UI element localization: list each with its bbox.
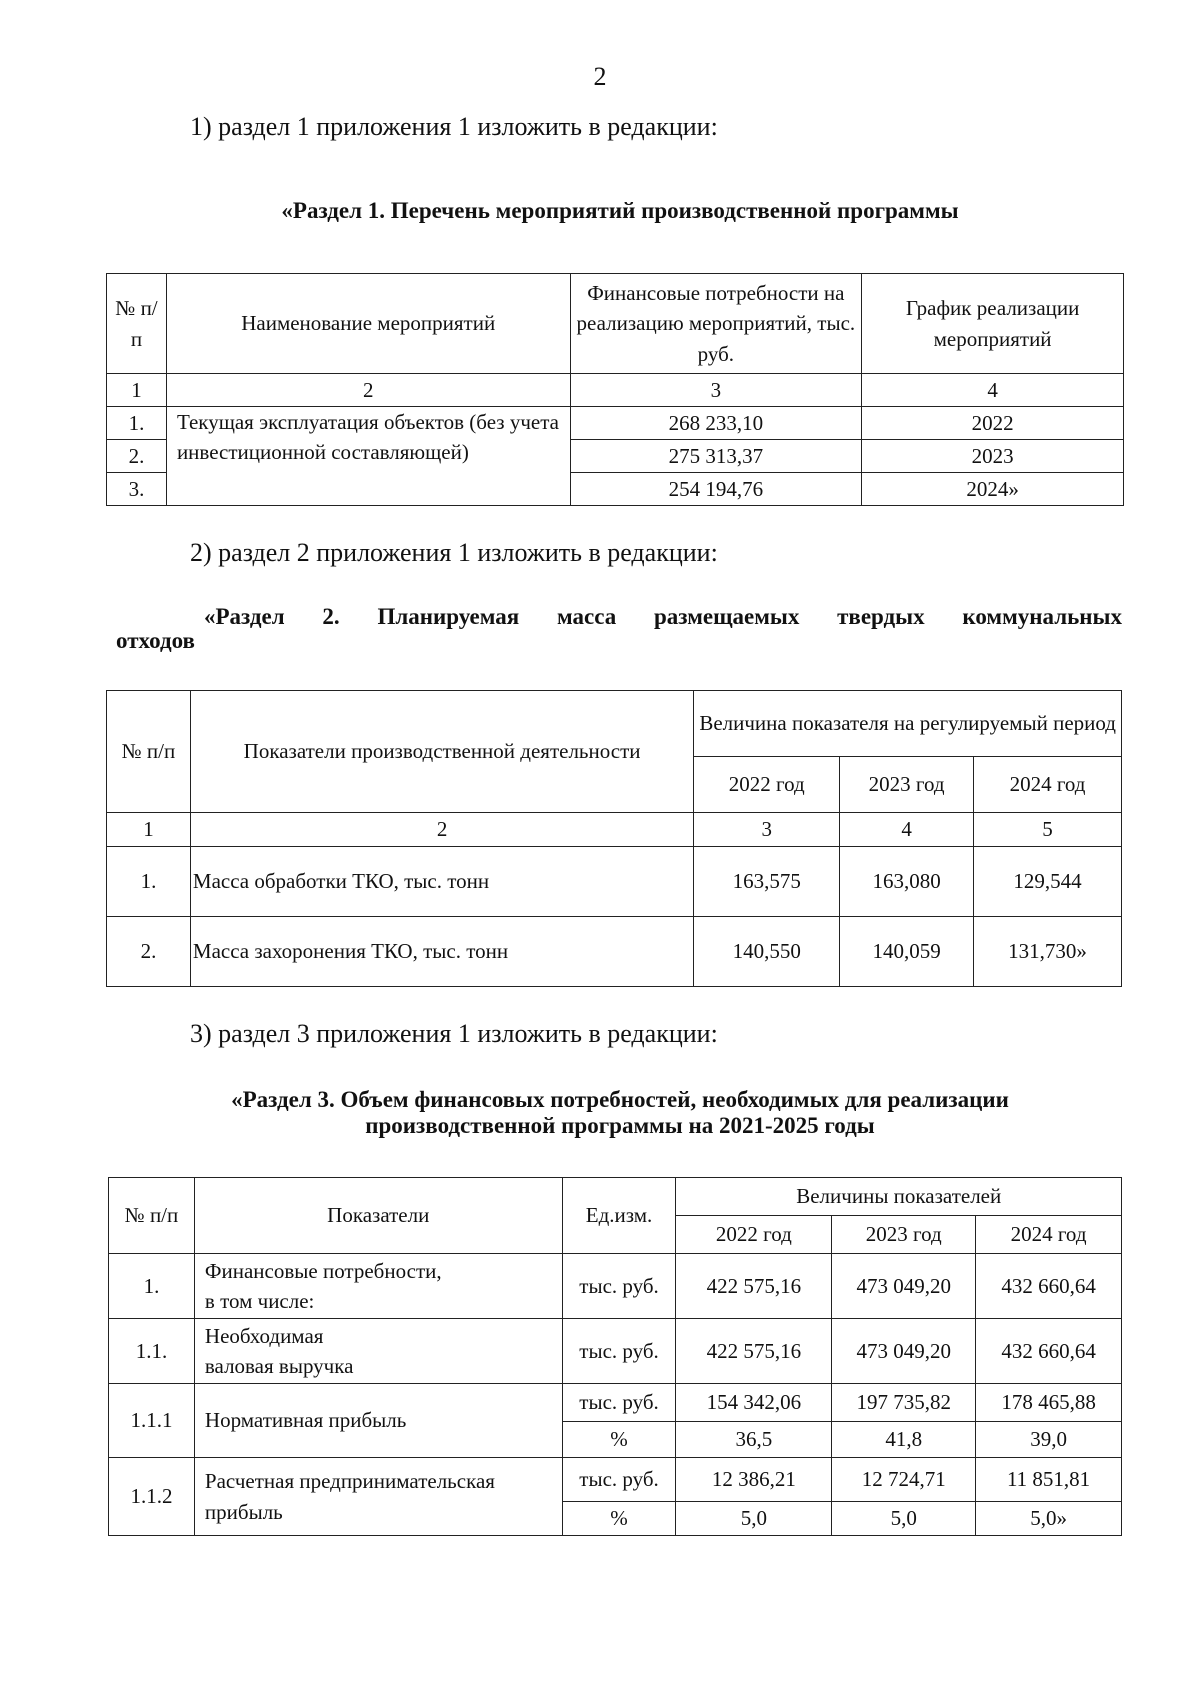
s2-row-value: 163,575 (694, 847, 840, 917)
s3-header-unit: Ед.изм. (562, 1178, 676, 1254)
s1-row-year: 2024» (862, 473, 1124, 506)
s2-row-name: Масса захоронения ТКО, тыс. тонн (190, 917, 693, 987)
s3-row-unit: тыс. руб. (562, 1319, 676, 1384)
s3-row-value: 39,0 (976, 1422, 1122, 1458)
page-number: 2 (593, 62, 607, 91)
s3-row-unit: тыс. руб. (562, 1384, 676, 1422)
s2-row-num: 2. (107, 917, 191, 987)
s1-row-year: 2022 (862, 407, 1124, 440)
s2-colnum-1: 1 (107, 813, 191, 847)
s1-header-num: № п/п (107, 274, 167, 374)
section1-title: «Раздел 1. Перечень мероприятий производственной программы (281, 198, 959, 223)
s1-colnum-1: 1 (107, 374, 167, 407)
s1-colnum-2: 2 (166, 374, 570, 407)
s3-row-value: 178 465,88 (976, 1384, 1122, 1422)
s3-row-value: 12 386,21 (676, 1458, 832, 1502)
s3-row-name-line2: в том числе: (204, 1289, 315, 1313)
s3-row-num: 1.1.2 (109, 1458, 195, 1536)
s2-header-indicator: Показатели производственной деятельности (190, 691, 693, 813)
s3-row-name (194, 1254, 562, 1319)
s3-header-value-group: Величины показателей (676, 1178, 1122, 1216)
s1-header-schedule: График реализации мероприятий (862, 274, 1124, 374)
s3-row-value: 5,0 (676, 1502, 832, 1536)
s3-row-unit: тыс. руб. (562, 1458, 676, 1502)
s1-row-num: 3. (107, 473, 167, 506)
s2-header-value-group: Величина показателя на регулируемый период (694, 691, 1122, 757)
s1-row-finance: 268 233,10 (570, 407, 862, 440)
s3-row-value: 36,5 (676, 1422, 832, 1458)
s3-row-name-line1: Необходимая (204, 1323, 324, 1348)
s3-row-num: 1.1. (109, 1319, 195, 1384)
s2-row-value: 140,550 (694, 917, 840, 987)
s1-colnum-4: 4 (862, 374, 1124, 407)
s3-row-value: 12 724,71 (832, 1458, 976, 1502)
s3-row-value: 154 342,06 (676, 1384, 832, 1422)
s3-row-value: 422 575,16 (676, 1319, 832, 1384)
s3-row-num: 1. (109, 1254, 195, 1319)
s3-row-value: 41,8 (832, 1422, 976, 1458)
section1-table (106, 273, 1124, 506)
s1-row-year: 2023 (862, 440, 1124, 473)
s2-row-value: 129,544 (974, 847, 1122, 917)
s3-header-year: 2024 год (976, 1216, 1122, 1254)
s1-row-finance: 254 194,76 (570, 473, 862, 506)
s3-row-name: Расчетная предпринимательская прибыль (194, 1458, 562, 1536)
s3-row-name: Нормативная прибыль (194, 1384, 562, 1458)
s2-row-value: 163,080 (840, 847, 974, 917)
s2-colnum-2: 2 (190, 813, 693, 847)
section2-title-line1: «Раздел 2. Планируемая масса размещаемых твердых коммунальных (204, 604, 1122, 629)
s3-header-year: 2023 год (832, 1216, 976, 1254)
s1-colnum-3: 3 (570, 374, 862, 407)
s3-header-indicator: Показатели (194, 1178, 562, 1254)
section3-title (0, 1087, 1200, 1139)
s3-row-name (194, 1319, 562, 1384)
s3-row-value: 432 660,64 (976, 1319, 1122, 1384)
s3-row-num: 1.1.1 (109, 1384, 195, 1458)
s2-row-value: 140,059 (840, 917, 974, 987)
s3-row-unit: тыс. руб. (562, 1254, 676, 1319)
instruction-3: 3) раздел 3 приложения 1 изложить в редакции: (190, 1019, 718, 1048)
s1-row-finance: 275 313,37 (570, 440, 862, 473)
section3-title-line1: «Раздел 3. Объем финансовых потребностей, необходимых для реализации (231, 1087, 1009, 1112)
s2-header-num: № п/п (107, 691, 191, 813)
s2-header-year: 2023 год (840, 757, 974, 813)
instruction-2: 2) раздел 2 приложения 1 изложить в редакции: (190, 538, 718, 567)
s3-row-value: 197 735,82 (832, 1384, 976, 1422)
s3-row-value: 473 049,20 (832, 1254, 976, 1319)
s3-row-value: 5,0 (832, 1502, 976, 1536)
section3-title-line2: производственной программы на 2021-2025 годы (365, 1113, 875, 1138)
s3-row-unit: % (562, 1502, 676, 1536)
section2-title (116, 604, 1122, 654)
s3-row-value: 11 851,81 (976, 1458, 1122, 1502)
s3-row-value: 422 575,16 (676, 1254, 832, 1319)
s3-header-year: 2022 год (676, 1216, 832, 1254)
s2-header-year: 2022 год (694, 757, 840, 813)
s3-row-unit: % (562, 1422, 676, 1458)
s1-header-name: Наименование мероприятий (166, 274, 570, 374)
s3-header-num: № п/п (109, 1178, 195, 1254)
s2-row-value: 131,730» (974, 917, 1122, 987)
s3-row-value: 432 660,64 (976, 1254, 1122, 1319)
section2-table (106, 690, 1122, 987)
s3-row-name-line1: Финансовые потребности, (204, 1258, 442, 1283)
s1-row-num: 1. (107, 407, 167, 440)
s1-header-finance: Финансовые потребности на реализацию мероприятий, тыс. руб. (570, 274, 862, 374)
s1-row-num: 2. (107, 440, 167, 473)
section3-table (108, 1177, 1122, 1536)
s2-colnum-3: 3 (694, 813, 840, 847)
s3-row-name-line2: валовая выручка (204, 1354, 354, 1378)
section2-title-line2: отходов (116, 628, 195, 653)
s2-row-name: Масса обработки ТКО, тыс. тонн (190, 847, 693, 917)
s2-row-num: 1. (107, 847, 191, 917)
s2-colnum-5: 5 (974, 813, 1122, 847)
s2-header-year: 2024 год (974, 757, 1122, 813)
s1-merged-name: Текущая эксплуатация объектов (без учета инвестиционной составляющей) (166, 407, 570, 506)
s3-row-value: 5,0» (976, 1502, 1122, 1536)
s3-row-value: 473 049,20 (832, 1319, 976, 1384)
s2-colnum-4: 4 (840, 813, 974, 847)
instruction-1: 1) раздел 1 приложения 1 изложить в редакции: (190, 112, 718, 141)
